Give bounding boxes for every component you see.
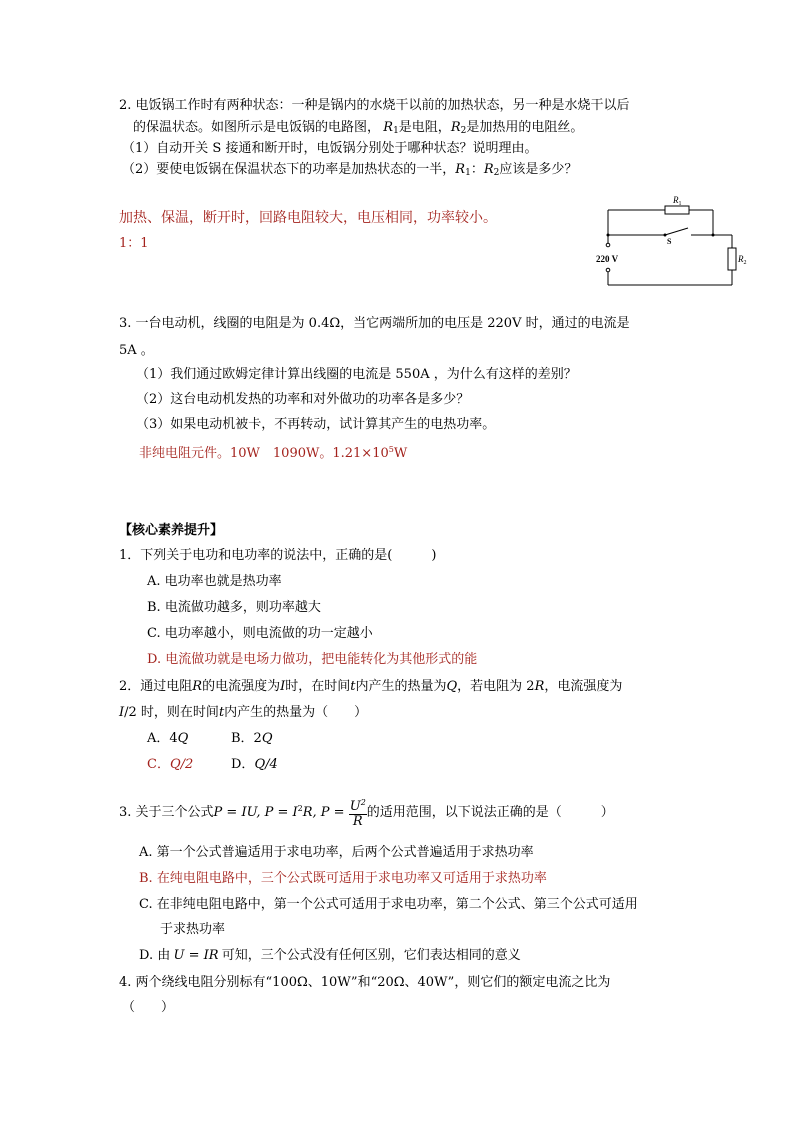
q3-sub1: （1）我们通过欧姆定律计算出线圈的电流是 550A ，为什么有这样的差别？ [136,367,577,382]
p3-option-a: A. 第一个公式普遍适用于求电功率，后两个公式普遍适用于求热功率 [139,845,534,860]
q2-line2: 的保温状态。如图所示是电饭锅的电路图， $R_1$是电阻，$R_2$是加热用的电阻丝。 [133,120,584,136]
q3-sub2: （2）这台电动机发热的功率和对外做功的功率各是多少？ [136,392,470,407]
section-title: 【核心素养提升】 [119,523,224,538]
p4-line2: （ ） [122,1000,175,1015]
q2-answer1: 加热、保温，断开时，回路电阻较大，电压相同，功率较小。 [119,210,497,226]
q3-line1: 3. 一台电动机，线圈的电阻是为 0.4Ω，当它两端所加的电压是 220V 时，通过的电流是 [119,316,630,331]
p1-option-b: B. 电流做功越多，则功率越大 [147,600,321,615]
formula-fraction: $\frac{U^2}{R}$ [349,798,366,829]
terminal-top [606,243,610,247]
r1-label: $R_1$ [673,195,682,207]
p3-option-c-line1: C. 在非纯电阻电路中，第一个公式可适用于求电功率，第二个公式、第三个公式可适用 [139,897,638,912]
q2-sub2: （2）要使电饭锅在保温状态下的功率是加热状态的一半，$R_1$：$R_2$应该是多少？ [122,162,578,178]
switch-label: S [667,237,672,246]
p4-line1: 4. 两个绕线电阻分别标有“100Ω、10W”和“20Ω、40W”，则它们的额定电流之比为 [119,975,611,990]
q2-sub1: （1）自动开关 S 接通和断开时，电饭锅分别处于哪种状态？说明理由。 [122,141,538,156]
p3-option-b: B. 在纯电阻电路中，三个公式既可适用于求电功率又可适用于求热功率 [139,871,547,886]
r1-resistor [665,206,689,214]
p2-option-a: A．4Q [147,731,189,746]
p2-line2: I/2 时，则在时间t内产生的热量为（ ） [119,705,368,720]
p1-option-a: A. 电功率也就是热功率 [147,574,282,589]
q3-answer: 非纯电阻元件。10W 1090W。$1.21\times 10^5W$ [139,445,408,461]
voltage-label: 220 V [596,254,619,264]
p1-option-d: D. 电流做功就是电场力做功，把电能转化为其他形式的能 [147,652,478,667]
p3-option-c-line2: 于求热功率 [160,922,226,937]
r2-resistor [728,248,736,270]
q2-answer2: 1：1 [119,236,149,251]
q3-line2: 5A 。 [119,343,154,358]
p1-option-c: C. 电功率越小，则电流做的功一定越小 [147,626,373,641]
r2-label: $R_2$ [738,254,747,266]
circuit-diagram [593,190,773,300]
p1-stem: 1．下列关于电功和电功率的说法中，正确的是( ) [119,548,437,563]
q2-line1: 2. 电饭锅工作时有两种状态：一种是锅内的水烧干以前的加热状态，另一种是水烧干以后 [119,98,630,113]
p2-line1: 2．通过电阻R的电流强度为I时，在时间t内产生的热量为Q，若电阻为 2R，电流强度为 [119,679,623,694]
q3-sub3: （3）如果电动机被卡，不再转动，试计算其产生的电热功率。 [136,417,496,432]
p2-option-c: C．Q/2 [147,757,194,772]
p3-option-d: D. 由 U = IR 可知，三个公式没有任何区别，它们表达相同的意义 [139,948,521,963]
p3-stem: 3. 关于三个公式P = IU, $P = I^2R$, P = $\frac{U^2}{R}$ 的适用范围，以下说法正确的是（ ） [119,798,614,829]
p2-option-d: D．Q/4 [231,757,278,772]
terminal-bottom [606,268,610,272]
switch-blade [665,228,688,235]
p2-option-b: B．2Q [231,731,273,746]
